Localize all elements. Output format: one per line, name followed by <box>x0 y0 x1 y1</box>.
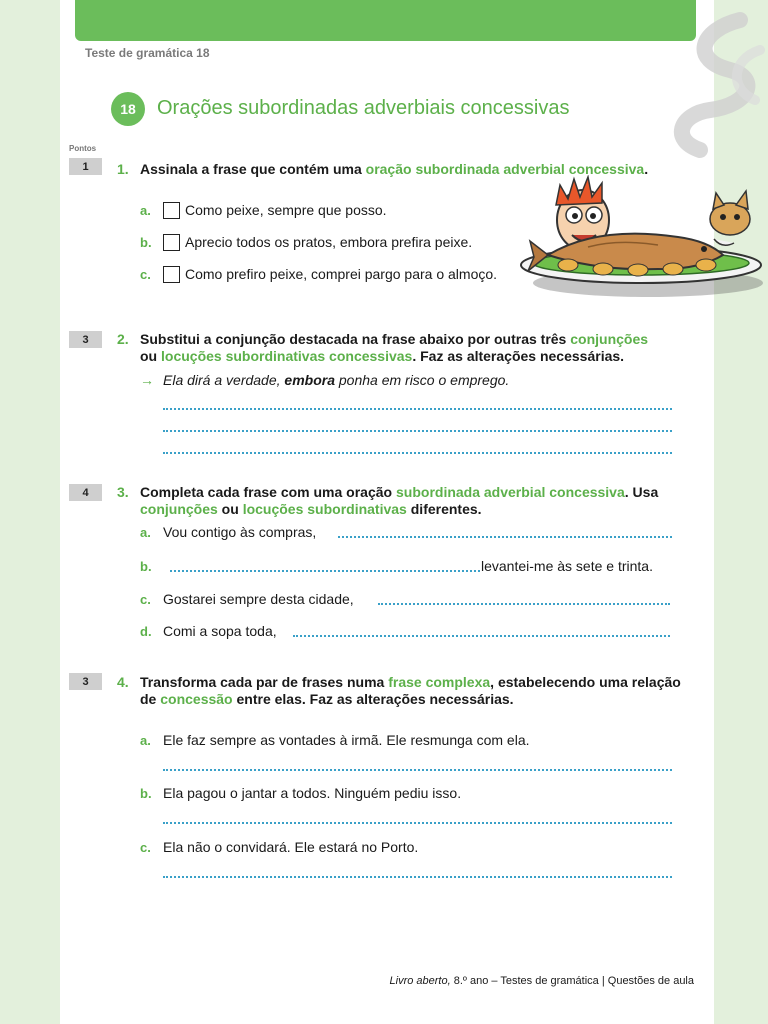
answer-line[interactable] <box>163 769 672 771</box>
answer-line[interactable] <box>163 408 672 410</box>
prompt-highlight: subordinada adverbial concessiva <box>396 484 625 500</box>
checkbox-option-c[interactable] <box>163 266 180 283</box>
answer-line[interactable] <box>378 603 670 605</box>
checkbox-option-b[interactable] <box>163 234 180 251</box>
answer-line[interactable] <box>293 635 670 637</box>
arrow-right-icon: → <box>140 372 154 388</box>
prompt-text: , estabelecendo uma relação de <box>140 674 681 707</box>
option-d-text: Comi a sopa toda, <box>163 623 277 639</box>
question-4-prompt <box>140 674 685 708</box>
left-margin-band <box>0 0 60 1024</box>
option-letter: c. <box>140 840 151 855</box>
prompt-text: diferentes. <box>406 501 482 517</box>
footer-text: 8.º ano – Testes de gramática | Questões de aula <box>450 975 694 987</box>
option-letter: b. <box>140 559 152 574</box>
question-3-prompt <box>140 484 685 518</box>
option-c-text: Como prefiro peixe, comprei pargo para o almoço. <box>185 266 498 282</box>
question-number: 1. <box>117 161 129 177</box>
page-footer <box>390 975 694 987</box>
prompt-text: ou <box>140 348 161 364</box>
prompt-highlight: frase complexa <box>388 674 491 690</box>
option-b-text: Aprecio todos os pratos, embora prefira peixe. <box>185 234 473 250</box>
prompt-text: entre elas. Faz as alterações necessárias. <box>232 691 514 707</box>
prompt-text: Assinala a frase que contém uma <box>140 161 366 177</box>
answer-line[interactable] <box>163 452 672 454</box>
sentence-text: ponha em risco o emprego. <box>334 372 510 388</box>
option-letter: d. <box>140 624 152 639</box>
sentence-text: Ela dirá a verdade, <box>163 372 285 388</box>
points-column-label: Pontos <box>69 144 97 153</box>
prompt-text: . <box>644 161 649 177</box>
option-letter: a. <box>140 733 151 748</box>
option-b-text: Ela pagou o jantar a todos. Ninguém pediu isso. <box>163 785 462 801</box>
example-sentence <box>163 372 509 388</box>
points-box-q3: 4 <box>69 484 102 501</box>
prompt-highlight: conjunções <box>570 331 649 347</box>
answer-line[interactable] <box>170 570 480 572</box>
option-a-text: Como peixe, sempre que posso. <box>185 202 387 218</box>
option-letter: a. <box>140 203 151 218</box>
boy-with-fish-illustration <box>508 175 768 305</box>
prompt-text: Substitui a conjunção destacada na frase abaixo por outras três <box>140 331 571 347</box>
prompt-highlight: oração subordinada adverbial concessiva <box>365 161 645 177</box>
prompt-text: . Faz as alterações necessárias. <box>412 348 625 364</box>
prompt-text: Transforma cada par de frases numa <box>140 674 389 690</box>
prompt-text: . Usa <box>624 484 659 500</box>
prompt-text: Completa cada frase com uma oração <box>140 484 396 500</box>
question-number: 3. <box>117 484 129 500</box>
highlighted-conjunction: embora <box>284 372 335 388</box>
header-bar <box>75 0 696 41</box>
prompt-highlight: locuções subordinativas <box>242 501 407 517</box>
test-label: Teste de gramática 18 <box>85 46 210 60</box>
points-box-q2: 3 <box>69 331 102 348</box>
option-letter: b. <box>140 786 152 801</box>
question-number: 2. <box>117 331 129 347</box>
points-box-q4: 3 <box>69 673 102 690</box>
page-title: Orações subordinadas adverbiais concessivas <box>157 97 570 119</box>
option-letter: c. <box>140 267 151 282</box>
points-box-q1: 1 <box>69 158 102 175</box>
answer-line[interactable] <box>163 876 672 878</box>
option-b-text: levantei-me às sete e trinta. <box>481 558 653 574</box>
prompt-highlight: conjunções <box>140 501 218 517</box>
cat-illustration <box>710 191 750 245</box>
answer-line[interactable] <box>163 822 672 824</box>
option-c-text: Ela não o convidará. Ele estará no Porto. <box>163 839 419 855</box>
option-letter: b. <box>140 235 152 250</box>
footer-book-title: Livro aberto, <box>389 975 451 987</box>
option-c-text: Gostarei sempre desta cidade, <box>163 591 354 607</box>
option-a-text: Vou contigo às compras, <box>163 524 317 540</box>
option-letter: a. <box>140 525 151 540</box>
prompt-highlight: locuções subordinativas concessivas <box>161 348 413 364</box>
answer-line[interactable] <box>338 536 672 538</box>
test-number-badge: 18 <box>111 92 145 126</box>
checkbox-option-a[interactable] <box>163 202 180 219</box>
option-letter: c. <box>140 592 151 607</box>
answer-line[interactable] <box>163 430 672 432</box>
prompt-text: ou <box>217 501 243 517</box>
option-a-text: Ele faz sempre as vontades à irmã. Ele resmunga com ela. <box>163 732 530 748</box>
question-2-prompt <box>140 331 685 365</box>
question-number: 4. <box>117 674 129 690</box>
prompt-highlight: concessão <box>160 691 233 707</box>
